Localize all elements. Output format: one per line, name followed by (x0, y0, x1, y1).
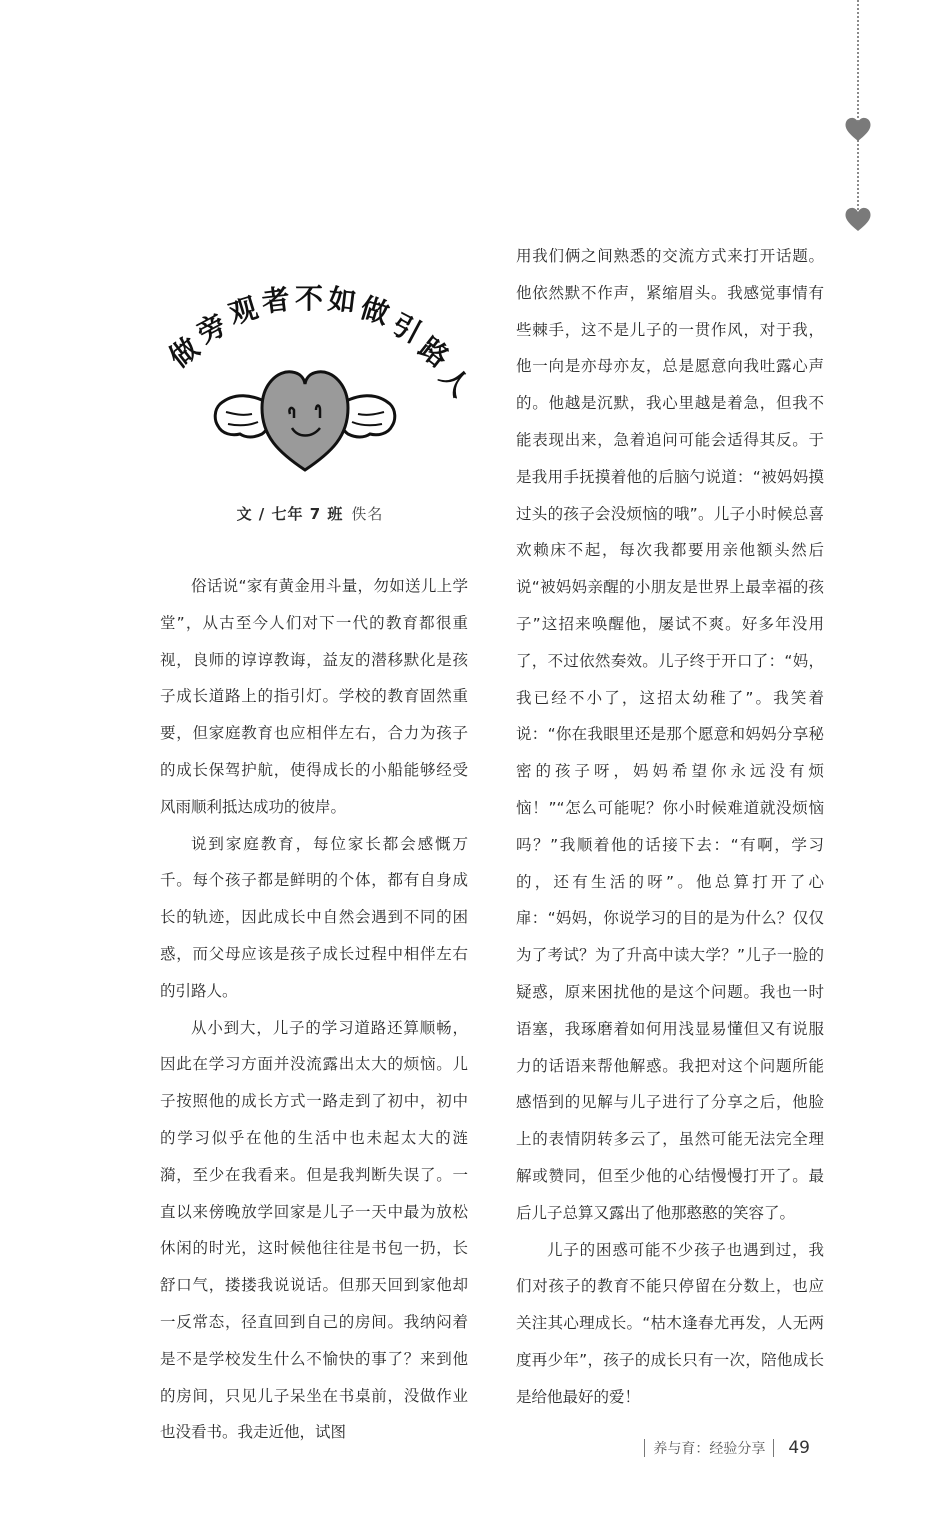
title-char: 人 (433, 360, 477, 404)
paragraph: 从小到大，儿子的学习道路还算顺畅，因此在学习方面并没流露出太大的烦恼。儿子按照他的成长方式一路走到了初中，初中的学习似乎在他的生活中也未起太大的涟漪，至少在我看来。但是我判断失误了。一直以来傍晚放学回家是儿子一天中最为放松休闲的时光，这时候他往往是书包一扔，长舒口气，搂搂我说说话。但那天回到家他却一反常态，径直回到自己的房间。我纳闷着是不是学校发生什么不愉快的事了？来到他的房间，只见儿子呆坐在书桌前，没做作业也没看书。我走近他，试图 (160, 1018, 468, 1442)
author-name: 佚名 (351, 505, 384, 523)
byline (160, 503, 460, 524)
title-char: 者 (259, 282, 292, 319)
title-char: 观 (225, 291, 262, 331)
footer-section: 养与育：经验分享 (653, 1441, 766, 1457)
paragraph: 用我们俩之间熟悉的交流方式来打开话题。他依然默不作声，紧缩眉头。我感觉事情有些棘手，这不是儿子的一贯作风，对于我，他一向是亦母亦友，总是愿意向我吐露心声的。他越是沉默，我心里越是着急，但我不能表现出来，急着追问可能会适得其反。于是我用手抚摸着他的后脑勺说道：“被妈妈摸过头的孩子会没烦恼的哦”。儿子小时候总喜欢赖床不起，每次我都要用亲他额头然后说“被妈妈亲醒的小朋友是世界上最幸福的孩子”这招来唤醒他，屡试不爽。好多年没用了，不过依然奏效。儿子终于开口了：“妈，我已经不小了，这招太幼稚了”。我笑着说：“你在我眼里还是那个愿意和妈妈分享秘密的孩子呀，妈妈希望你永远没有烦恼！”“怎么可能呢？你小时候难道就没烦恼吗？”我顺着他的话接下去：“有啊，学习的，还有生活的呀”。他总算打开了心扉：“妈妈，你说学习的目的是为什么？仅仅为了考试？为了升高中读大学？”儿子一脸的疑惑，原来困扰他的是这个问题。我也一时语塞，我琢磨着如何用浅显易懂但又有说服力的话语来帮他解惑。我把对这个问题所能感悟到的见解与儿子进行了分享之后，他脸上的表情阴转多云了，虽然可能无法完全理解或赞同，但至少他的心结慢慢打开了。最后儿子总算又露出了他那憨憨的笑容了。 (516, 247, 824, 1222)
footer-divider (773, 1439, 774, 1457)
dotted-divider-line (857, 0, 859, 210)
article-column-left (160, 568, 468, 1451)
title-char: 做 (162, 330, 206, 375)
paragraph: 俗话说“家有黄金用斗量，勿如送儿上学堂”，从古至今人们对下一代的教育都很重视，良师的谆谆教诲，益友的潜移默化是孩子成长道路上的指引灯。学校的教育固然重要，但家庭教育也应相伴左右，合力为孩子的成长保驾护航，使得成长的小船能够经受风雨顺利抵达成功的彼岸。 (160, 577, 468, 816)
footer-divider (644, 1439, 645, 1457)
title-char: 旁 (191, 307, 232, 350)
byline-class: 文 / 七年 7 班 (236, 505, 344, 523)
page-number: 49 (788, 1438, 810, 1458)
heart-icon (844, 206, 872, 232)
title-char: 做 (356, 291, 393, 331)
title-char: 如 (326, 282, 359, 319)
paragraph: 说到家庭教育，每位家长都会感慨万千。每个孩子都是鲜明的个体，都有自身成长的轨迹，因此成长中自然会遇到不同的困惑，而父母应该是孩子成长过程中相伴左右的引路人。 (160, 834, 468, 1000)
page-footer (636, 1438, 810, 1458)
winged-heart-illustration (212, 364, 398, 476)
title-char: 路 (412, 330, 456, 375)
heart-icon (844, 116, 872, 142)
article-column-right (516, 238, 824, 1416)
paragraph: 儿子的困惑可能不少孩子也遇到过，我们对孩子的教育不能只停留在分数上，也应关注其心理成长。“枯木逢春尤再发，人无两度再少年”，孩子的成长只有一次，陪他成长是给他最好的爱！ (516, 1240, 824, 1406)
title-char: 引 (386, 307, 427, 350)
title-char: 不 (294, 282, 324, 315)
